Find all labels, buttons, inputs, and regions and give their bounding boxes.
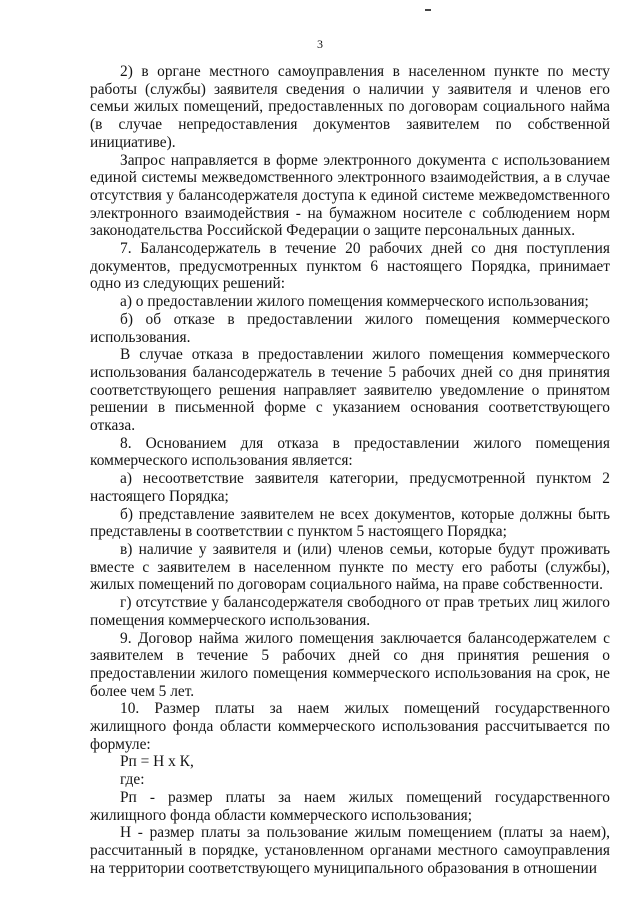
paragraph-item-7a: а) о предоставлении жилого помещения коммерческого использования;: [120, 293, 589, 311]
paragraph-item-8g: г) отсутствие у балансодержателя свободного от прав третьих лиц жилого помещения коммерческого использования.: [90, 594, 610, 629]
formula: Рп = Н х К,: [120, 753, 194, 771]
paragraph-def-rp: Рп - размер платы за наем жилых помещений государственного жилищного фонда области коммерческого использования;: [90, 788, 610, 824]
paragraph-item-8b: б) представление заявителем не всех документов, которые должны быть представлены в соответствии с пунктом 5 настоящего Порядка;: [90, 505, 610, 541]
paragraph-request-form: Запрос направляется в форме электронного документа с использованием единой системы межведомственного электронного взаимодействия, а в случае отсутствия у балансодержателя доступа к единой системе межведомственного электронного взаимодействия - на бумажном носителе с соблюдением норм законодательства Российской Федерации о защите персональных данных.: [90, 151, 610, 240]
formula-where: где:: [120, 771, 145, 789]
paragraph-item-7: 7. Балансодержатель в течение 20 рабочих дней со дня поступления документов, предусмотренных пунктом 6 настоящего Порядка, принимает одно из следующих решений:: [90, 240, 610, 293]
scan-mark: [425, 9, 431, 11]
paragraph-item-8: 8. Основанием для отказа в предоставлении жилого помещения коммерческого использования является:: [90, 434, 610, 470]
paragraph-item-9: 9. Договор найма жилого помещения заключается балансодержателем с заявителем в течение 5 рабочих дней со дня принятия решения о предоставлении жилого помещения коммерческого использования на срок, не более чем 5 лет.: [90, 629, 610, 700]
paragraph-item-8v: в) наличие у заявителя и (или) членов семьи, которые будут проживать вместе с заявителем в населенном пункте по месту его работы (службы), жилых помещений по договорам социального найма, на праве собственности.: [90, 540, 610, 594]
page-number: 3: [317, 37, 323, 51]
paragraph-item-10: 10. Размер платы за наем жилых помещений государственного жилищного фонда области коммерческого использования рассчитывается по формуле:: [90, 700, 610, 753]
paragraph-def-n: Н - размер платы за пользование жилым помещением (платы за наем), рассчитанный в порядке, установленном органами местного самоуправления на территории соответствующего муниципального образования в отношении: [90, 824, 610, 877]
body-text: [90, 63, 610, 877]
paragraph-refusal-notice: В случае отказа в предоставлении жилого помещения коммерческого использования балансодержатель в течение 5 рабочих дней со дня принятия соответствующего решения направляет заявителю уведомление о принятом решении в письменной форме с указанием основания соответствующего отказа.: [90, 346, 610, 435]
paragraph-item-7b: б) об отказе в предоставлении жилого помещения коммерческого использования.: [90, 310, 610, 346]
paragraph-2-source: 2) в органе местного самоуправления в населенном пункте по месту работы (службы) заявителя сведения о наличии у заявителя и членов его семьи жилых помещений, предоставленных по договорам социального найма (в случае непредоставления документов заявителем по собственной инициативе).: [90, 63, 610, 151]
paragraph-item-8a: а) несоответствие заявителя категории, предусмотренной пунктом 2 настоящего Порядка;: [90, 470, 610, 505]
